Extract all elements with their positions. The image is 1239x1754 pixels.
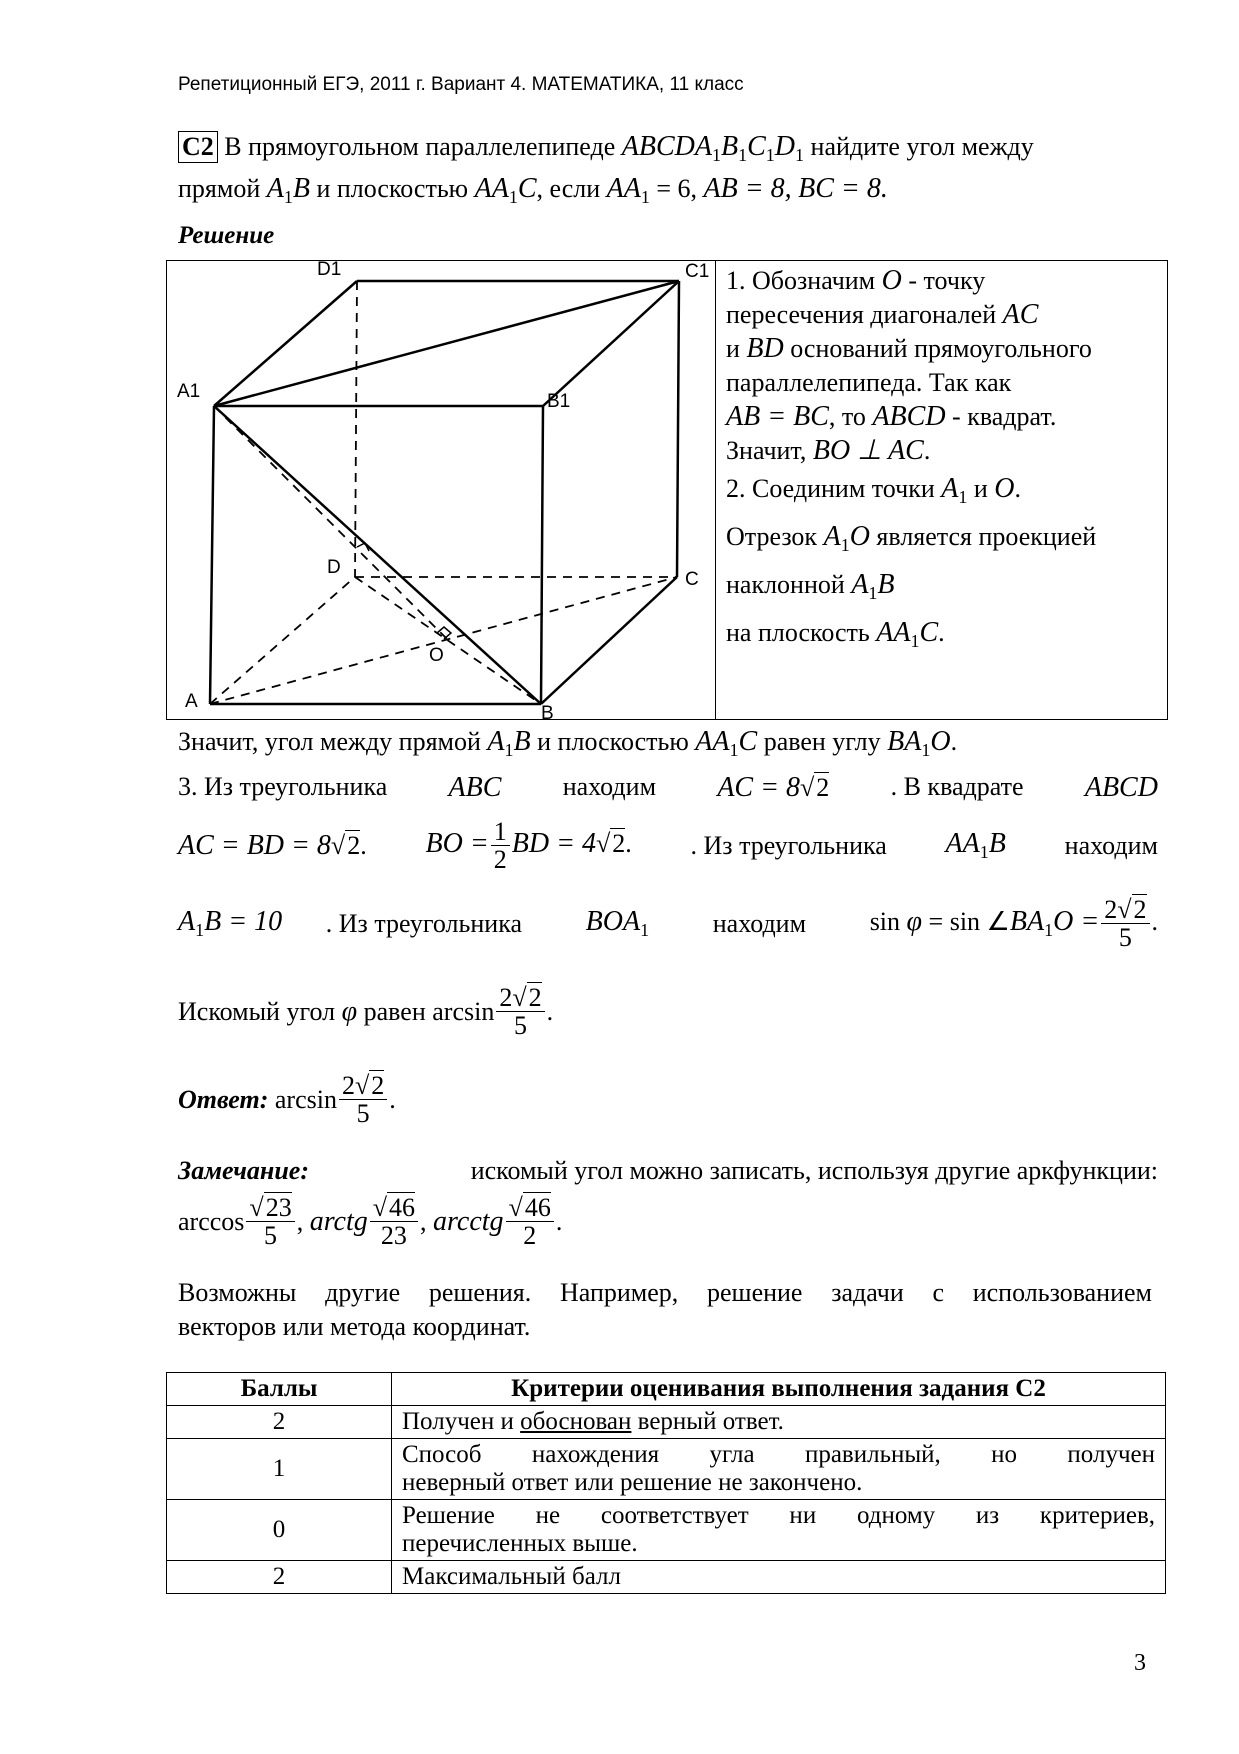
table-row: 2 Получен и обоснован верный ответ. [167, 1406, 1166, 1439]
label-C: C [685, 569, 699, 590]
solution-steps: 1. Обозначим O - точку пересечения диагоналей AC и BD оснований прямоугольного параллелепипеда. Так как AB = BC, то ABCD - квадрат. Значит, BO ⊥ AC. 2. Соединим точки $A_1$ и O. Отрезок $A_1O$ является проекцией наклонной $A_1B$ на плоскость $AA_1C$. [726, 265, 1097, 651]
step3c-line: $A_1B = 10$ . Из треугольника $BOA_1$ находим $\sin \varphi = \sin \angle BA_1O$ = $\frac{2√2}{5}$ . [178, 895, 1158, 953]
label-A: A [185, 691, 198, 712]
table-header-score: Баллы [167, 1373, 392, 1406]
remark-line: Замечание: искомый угол можно записать, используя другие аркфункции: [178, 1156, 1158, 1185]
label-C1: C1 [685, 261, 710, 282]
label-D: D [327, 557, 341, 578]
table-row: 1 Способ нахождения угла правильный, но получен неверный ответ или решение не закончено. [167, 1439, 1166, 1500]
table-header-criteria: Критерии оценивания выполнения задания С2 [392, 1373, 1166, 1406]
table-row: 2 Максимальный балл [167, 1561, 1166, 1594]
solution-title: Решение [178, 222, 275, 249]
other-solutions-1: Возможны другие решения. Например, решение задачи с использованием [178, 1278, 1152, 1307]
task-line-2: прямой $A_1B$ и плоскостью $AA_1C$, если $AA_1 = 6$, AB = 8, BC = 8. [178, 173, 888, 207]
conclusion-line: Значит, угол между прямой $A_1B$ и плоскостью $AA_1C$ равен углу $BA_1O$. [178, 726, 958, 760]
task-line-1: С2 В прямоугольном параллелепипеде $ABCDA_1B_1C_1D_1$ найдите угол между [178, 131, 1034, 166]
task-label: С2 [178, 131, 218, 163]
step3-line: 3. Из треугольника ABC находим AC = 8√2 . В квадрате ABCD [178, 772, 1158, 803]
page-header: Репетиционный ЕГЭ, 2011 г. Вариант 4. МАТЕМАТИКА, 11 класс [178, 74, 744, 95]
label-B1: B1 [547, 391, 571, 412]
criteria-table [166, 1372, 1166, 1594]
label-A1: A1 [177, 381, 201, 402]
label-O: O [429, 645, 444, 666]
label-D1: D1 [317, 261, 342, 280]
other-solutions-2: векторов или метода координат. [178, 1312, 531, 1341]
parallelepiped-diagram [167, 261, 715, 719]
figure-separator [715, 261, 716, 719]
table-row: 0 Решение не соответствует ни одному из критериев, перечисленных выше. [167, 1500, 1166, 1561]
angle-line: Искомый угол φ равен arcsin $\frac{2√2}{5}$ . [178, 983, 554, 1041]
answer-line: Ответ: arcsin $\frac{2√2}{5}$ . [178, 1071, 396, 1129]
label-B: B [541, 703, 554, 719]
alternatives-line: arccos $\frac{√23}{5}$ , arctg $\frac{√46}{23}$ , arcctg $\frac{√46}{2}$ . [178, 1193, 563, 1251]
solid-name: $ABCDA_1B_1C_1D_1$ [621, 131, 805, 165]
step3b-line: AC = BD = 8√2. BO = $\frac{1}{2}$ BD = 4√2. . Из треугольника $AA_1B$ находим [178, 817, 1158, 875]
page-number: 3 [1134, 1650, 1146, 1676]
